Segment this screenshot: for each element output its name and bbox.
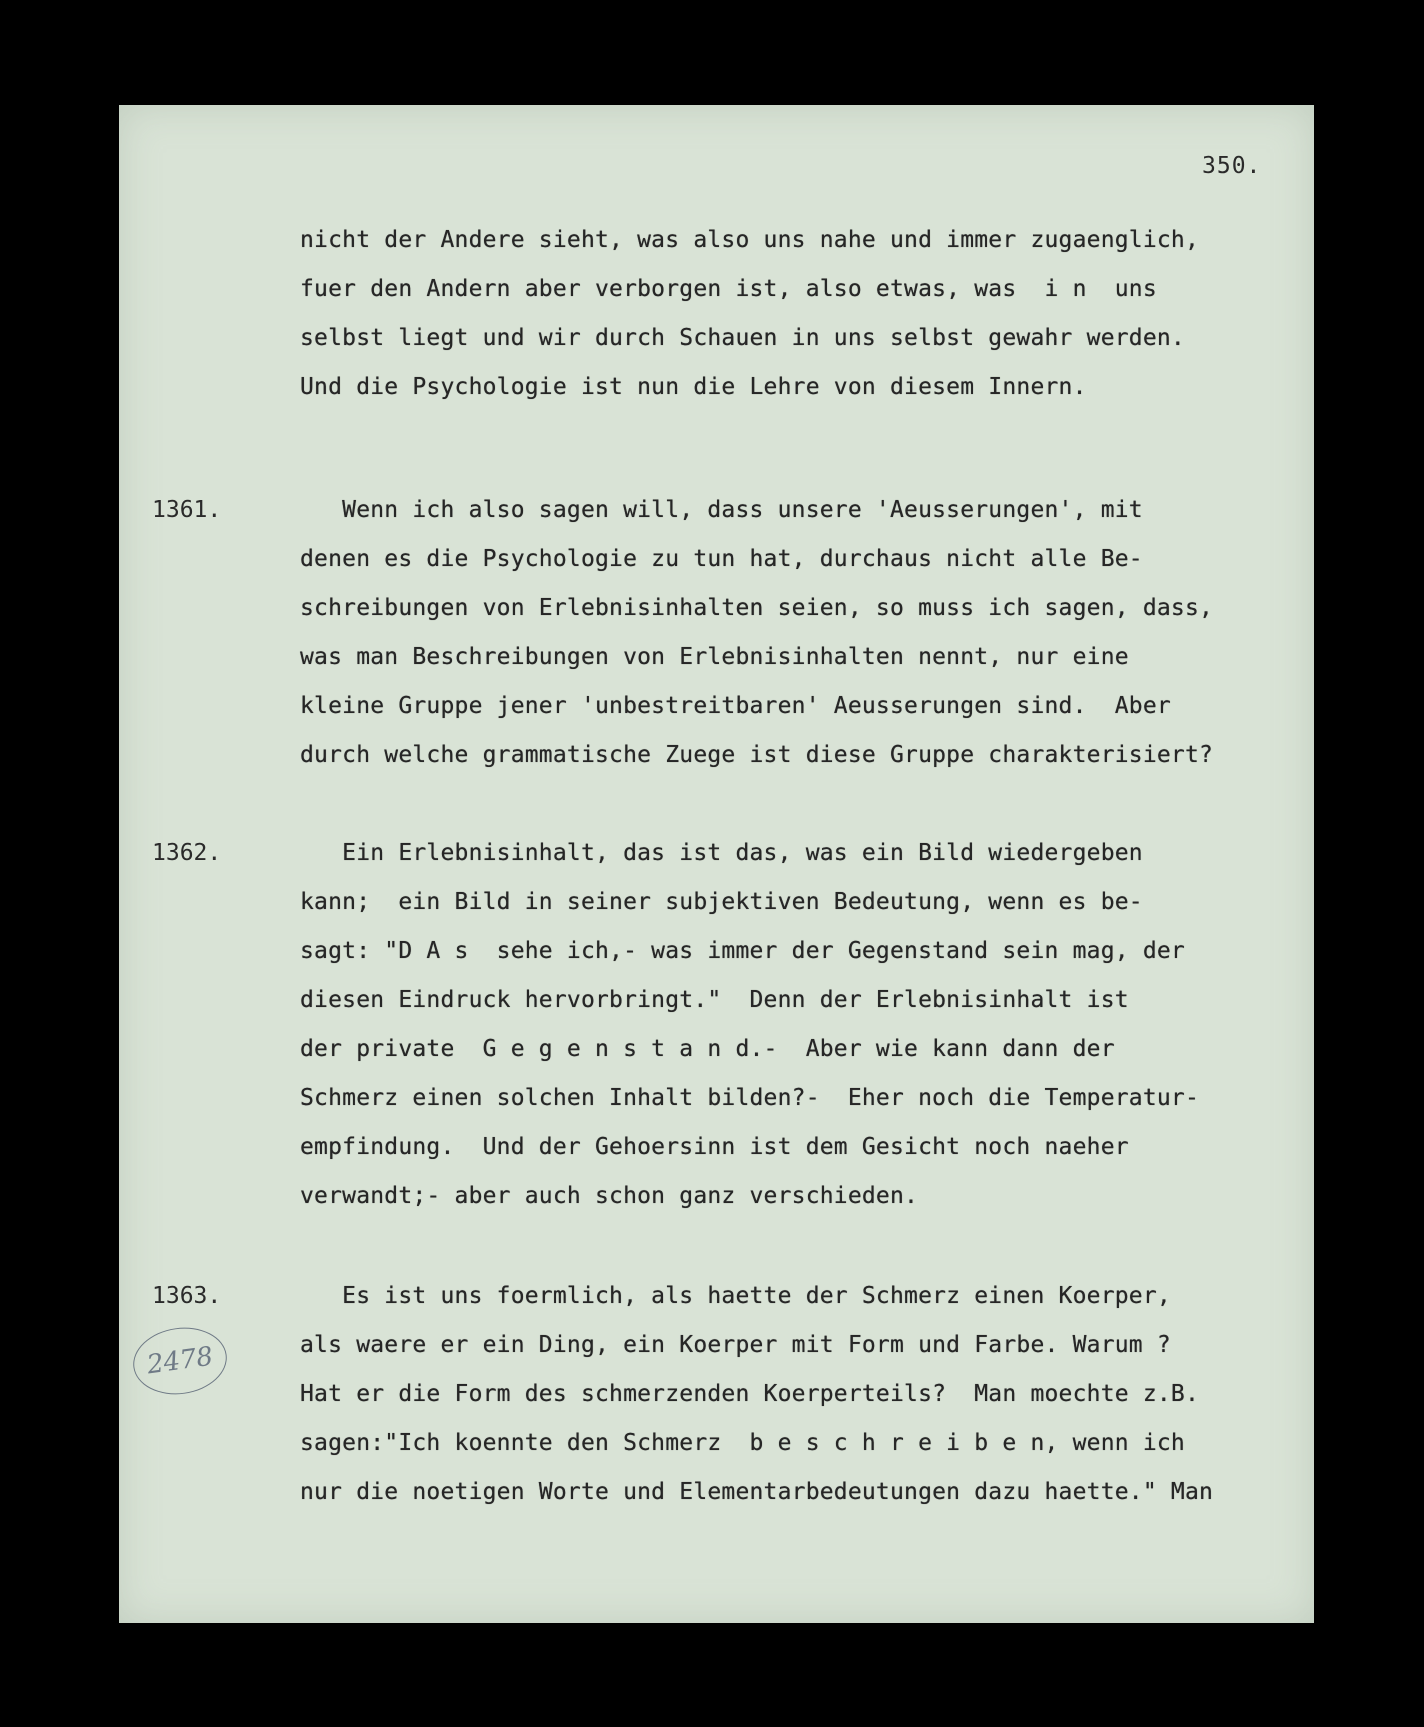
remark-number: 1361.: [152, 497, 222, 523]
text-line: Ein Erlebnisinhalt, das ist das, was ein Bild wiedergeben: [300, 840, 1143, 866]
text-line: Schmerz einen solchen Inhalt bilden?- Eher noch die Temperatur-: [300, 1085, 1200, 1111]
text-line: sagt: "D A s sehe ich,- was immer der Gegenstand sein mag, der: [300, 938, 1185, 964]
text-line: was man Beschreibungen von Erlebnisinhalten nennt, nur eine: [300, 644, 1129, 670]
text-line: diesen Eindruck hervorbringt." Denn der Erlebnisinhalt ist: [300, 987, 1129, 1013]
text-line: fuer den Andern aber verborgen ist, also etwas, was i n uns: [300, 276, 1157, 302]
text-line: der private G e g e n s t a n d.- Aber wie kann dann der: [300, 1036, 1115, 1062]
text-line: durch welche grammatische Zuege ist diese Gruppe charakterisiert?: [300, 742, 1214, 768]
text-line: schreibungen von Erlebnisinhalten seien, so muss ich sagen, dass,: [300, 595, 1214, 621]
typescript-page: [119, 105, 1314, 1623]
text-line: kleine Gruppe jener 'unbestreitbaren' Aeusserungen sind. Aber: [300, 693, 1171, 719]
text-line: selbst liegt und wir durch Schauen in uns selbst gewahr werden.: [300, 325, 1185, 351]
text-line: nicht der Andere sieht, was also uns nahe und immer zugaenglich,: [300, 227, 1200, 253]
remark-number: 1362.: [152, 840, 222, 866]
remark-number: 1363.: [152, 1283, 222, 1309]
page-number: 350.: [1202, 153, 1262, 179]
text-line: empfindung. Und der Gehoersinn ist dem Gesicht noch naeher: [300, 1134, 1129, 1160]
text-line: sagen:"Ich koennte den Schmerz b e s c h r e i b e n, wenn ich: [300, 1430, 1185, 1456]
text-line: Wenn ich also sagen will, dass unsere 'Aeusserungen', mit: [300, 497, 1143, 523]
text-line: Hat er die Form des schmerzenden Koerperteils? Man moechte z.B.: [300, 1381, 1200, 1407]
text-line: Es ist uns foermlich, als haette der Schmerz einen Koerper,: [300, 1283, 1171, 1309]
archive-number-mark: 2478: [129, 1322, 231, 1400]
text-line: kann; ein Bild in seiner subjektiven Bedeutung, wenn es be-: [300, 889, 1143, 915]
text-line: Und die Psychologie ist nun die Lehre von diesem Innern.: [300, 374, 1087, 400]
text-line: verwandt;- aber auch schon ganz verschieden.: [300, 1183, 919, 1209]
text-line: als waere er ein Ding, ein Koerper mit Form und Farbe. Warum ?: [300, 1332, 1171, 1358]
text-line: denen es die Psychologie zu tun hat, durchaus nicht alle Be-: [300, 546, 1143, 572]
text-line: nur die noetigen Worte und Elementarbedeutungen dazu haette." Man: [300, 1479, 1214, 1505]
